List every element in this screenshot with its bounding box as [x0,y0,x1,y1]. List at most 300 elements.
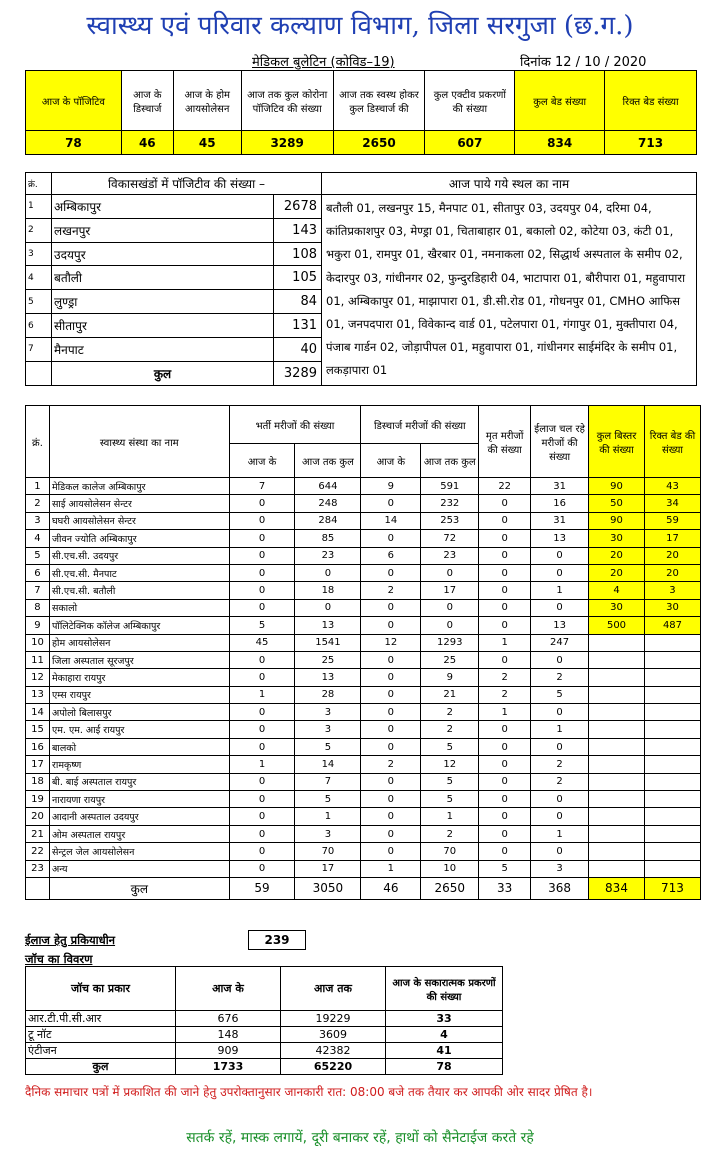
summary-value: 713 [605,131,697,155]
hospital-cell [644,651,700,668]
hosp-total-cell: 368 [531,877,589,899]
hosp-col-index: क्रं. [26,406,50,478]
hospital-cell [589,721,645,738]
hospital-cell: 0 [479,756,531,773]
hospital-name: अपोलो बिलासपुर [49,704,229,721]
hospital-cell: 0 [229,495,295,512]
hospital-cell: 1 [361,860,421,877]
block-name: सीतापुर [52,314,274,338]
hospital-cell: 1 [531,721,589,738]
block-index: 7 [26,337,52,361]
hospital-cell: 0 [229,825,295,842]
hosp-sub-today: आज के [361,444,421,478]
hospital-cell [644,808,700,825]
col-index: क्रं. [26,173,52,195]
hospital-cell: 0 [361,564,421,581]
test-today: 676 [176,1011,281,1027]
hospital-total-row [26,877,701,899]
page-title: स्वास्थ्य एवं परिवार कल्याण विभाग, जिला सरगुजा (छ.ग.) [86,11,634,41]
hospital-cell: 14 [26,704,50,721]
bulletin-label: मेडिकल बुलेटिन (कोविड–19) [252,55,395,70]
hospital-cell: 2 [531,773,589,790]
processing-label: ईलाज हेतु प्रकियाधीन [25,933,116,947]
hosp-total-label: कुल [49,877,229,899]
hospital-cell [589,634,645,651]
hospital-cell: 0 [531,651,589,668]
hospital-cell: 90 [589,478,645,495]
hospital-cell: 16 [26,738,50,755]
hospital-cell: 0 [531,808,589,825]
block-name: लुण्ड्रा [52,290,274,314]
hospital-cell: 1 [26,478,50,495]
hospital-cell [644,721,700,738]
hospital-row [26,564,701,581]
hospital-cell: 6 [26,564,50,581]
hospital-cell: 12 [26,669,50,686]
hospital-name: मेकाहारा रायपुर [49,669,229,686]
block-total-label: कुल [52,361,274,385]
test-positive: 41 [386,1043,503,1059]
hospital-name: एम्स रायपुर [49,686,229,703]
hospital-row [26,808,701,825]
block-name: अम्बिकापुर [52,195,274,219]
hospital-cell: 644 [295,478,361,495]
hosp-total-cell: 59 [229,877,295,899]
test-type: आर.टी.पी.सी.आर [26,1011,176,1027]
tests-header: आज के [176,967,281,1011]
block-value: 108 [274,242,322,266]
hospital-cell: 1 [479,704,531,721]
hospital-cell: 21 [421,686,479,703]
hospital-cell: 0 [421,617,479,634]
hospital-row [26,860,701,877]
hospital-cell: 0 [531,738,589,755]
hospital-row [26,512,701,529]
hospital-cell [644,773,700,790]
test-total: 42382 [281,1043,386,1059]
hospital-cell: 0 [361,599,421,616]
hospital-cell: 1 [229,686,295,703]
block-row [26,195,697,219]
hospital-cell [644,704,700,721]
hospital-cell: 2 [531,669,589,686]
block-name: लखनपुर [52,218,274,242]
hospital-cell: 0 [361,773,421,790]
hospital-cell: 0 [229,669,295,686]
hospital-cell: 13 [531,530,589,547]
hospital-cell: 45 [229,634,295,651]
hospital-cell: 1293 [421,634,479,651]
hospital-cell: 10 [421,860,479,877]
tests-header: आज के सकारात्मक प्रकरणों की संख्या [386,967,503,1011]
hospital-cell: 0 [229,738,295,755]
hospital-cell: 0 [229,773,295,790]
hosp-sub-total: आज तक कुल [421,444,479,478]
hospital-cell [589,773,645,790]
hospital-cell: 0 [229,651,295,668]
hospital-cell: 43 [644,478,700,495]
hospital-row [26,582,701,599]
summary-value: 607 [425,131,515,155]
hospital-cell: 23 [421,547,479,564]
block-index: 2 [26,218,52,242]
hospital-cell: 2 [531,756,589,773]
test-today: 909 [176,1043,281,1059]
hospital-cell [644,669,700,686]
hospital-cell: 4 [26,530,50,547]
hospital-cell: 14 [361,512,421,529]
hospital-name: सी.एच.सी. उदयपुर [49,547,229,564]
col-places: आज पाये गये स्थल का नाम [322,173,697,195]
block-positives-table [25,172,697,386]
hospital-cell: 7 [295,773,361,790]
hospital-cell: 0 [229,843,295,860]
hospital-cell: 5 [26,547,50,564]
hospital-cell: 0 [479,582,531,599]
hospital-cell: 20 [644,564,700,581]
test-total-label: कुल [26,1059,176,1075]
test-today: 148 [176,1027,281,1043]
hospital-row [26,825,701,842]
hospital-name: साई आयसोलेसन सेन्टर [49,495,229,512]
hospital-cell: 17 [644,530,700,547]
hosp-total-cell: 3050 [295,877,361,899]
hospital-cell: 17 [421,582,479,599]
hospital-cell: 2 [361,756,421,773]
block-name: बतौली [52,266,274,290]
hospital-cell: 11 [26,651,50,668]
test-positive: 33 [386,1011,503,1027]
hospital-cell: 0 [361,808,421,825]
hospital-name: पॉलिटेक्निक कॉलेज अम्बिकापुर [49,617,229,634]
hospital-cell [589,843,645,860]
hospital-cell: 5 [531,686,589,703]
summary-value: 3289 [241,131,333,155]
block-header-row [26,173,697,195]
hospital-cell: 591 [421,478,479,495]
hospital-cell: 14 [295,756,361,773]
hospital-cell: 13 [295,669,361,686]
processing-value: 239 [248,930,306,950]
hospital-cell [589,825,645,842]
hospital-cell: 0 [361,704,421,721]
summary-header: आज के पॉजिटिव [26,71,122,131]
hospital-cell: 0 [361,495,421,512]
test-type: एंटीजन [26,1043,176,1059]
hospital-cell: 5 [421,791,479,808]
hospital-cell: 12 [421,756,479,773]
summary-value: 78 [26,131,122,155]
hospital-cell: 18 [26,773,50,790]
hospital-cell [644,860,700,877]
hospital-cell: 6 [361,547,421,564]
hospital-cell: 13 [531,617,589,634]
hospital-row [26,495,701,512]
hospital-cell: 0 [229,860,295,877]
hospital-cell: 5 [421,773,479,790]
test-total-today: 1733 [176,1059,281,1075]
hospital-cell: 0 [361,738,421,755]
hospital-cell: 15 [26,721,50,738]
hospital-cell: 5 [229,617,295,634]
hospital-cell: 85 [295,530,361,547]
hosp-total-cell: 2650 [421,877,479,899]
hospital-cell: 20 [26,808,50,825]
block-total-value: 3289 [274,361,322,385]
hospital-cell: 20 [644,547,700,564]
hospital-cell: 0 [229,599,295,616]
block-name: मैनपाट [52,337,274,361]
hospital-cell: 34 [644,495,700,512]
hospital-cell: 0 [361,686,421,703]
block-index: 3 [26,242,52,266]
hospital-cell: 2 [26,495,50,512]
hospital-cell [644,634,700,651]
block-value: 105 [274,266,322,290]
test-total-all: 65220 [281,1059,386,1075]
hospital-cell: 22 [26,843,50,860]
col-block-name: विकासखंडों में पॉजिटीव की संख्या – [52,173,322,195]
hospital-cell: 7 [229,478,295,495]
hospital-cell: 0 [361,669,421,686]
block-index: 6 [26,314,52,338]
hospital-row [26,530,701,547]
hospital-cell: 0 [229,547,295,564]
block-value: 143 [274,218,322,242]
hospital-cell [644,791,700,808]
hospital-cell: 30 [589,530,645,547]
hospital-cell: 19 [26,791,50,808]
hospital-cell: 0 [229,808,295,825]
hospital-cell: 232 [421,495,479,512]
hospital-row [26,617,701,634]
hospital-name: जीवन ज्योति अम्बिकापुर [49,530,229,547]
block-value: 40 [274,337,322,361]
hosp-col-discharged: डिस्चार्ज मरीजों की संख्या [361,406,479,444]
hospital-cell: 90 [589,512,645,529]
hospital-name: होम आयसोलेसन [49,634,229,651]
hospital-cell: 0 [361,651,421,668]
hospital-cell: 21 [26,825,50,842]
hospital-name: बालको [49,738,229,755]
hospital-cell: 28 [295,686,361,703]
date-label: दिनांक 12 / 10 / 2020 [520,55,647,70]
hospital-cell: 500 [589,617,645,634]
hospital-cell: 22 [479,478,531,495]
hospital-cell: 0 [531,547,589,564]
hospital-cell: 1541 [295,634,361,651]
hospital-cell [644,738,700,755]
summary-header: आज तक कुल कोरोना पॉजिटिव की संख्या [241,71,333,131]
tests-row [26,1027,503,1043]
hospital-cell: 0 [229,530,295,547]
summary-value: 2650 [333,131,425,155]
hospital-cell: 10 [26,634,50,651]
hospital-cell: 23 [26,860,50,877]
places-list: बतौली 01, लखनपुर 15, मैनपाट 01, सीतापुर 03, उदयपुर 04, दरिमा 04, कांतिप्रकाशपुर 03, मेण्ड्रा 01, चिताबाहार 01, बकालो 02, कोटेया 03, कंटी 01, भकुरा 01, रामपुर 01, खैरबार 01, नमनाकला 02, सिद्धार्थ अस्पताल के समीप 02, केदारपुर 03, गांधीनगर 02, फुन्दुरडिहारी 04, भाटापारा 01, बौरीपारा 01, महुवापारा 01, अम्बिकापुर 01, माझापारा 01, डी.सी.रोड 01, गोधनपुर 01, CMHO आफिस 01, जनपदपारा 01, विवेकान्द वार्ड 01, पटेलपारा 01, गंगापुर 01, मुक्तीपारा 04, पंजाब गार्डन 02, जोड़ापीपल 01, महुवापारा 01, गांधीनगर साईमंदिर के समीप 01, लकड़ापारा 01 [322,195,697,386]
hosp-sub-total: आज तक कुल [295,444,361,478]
hospital-cell: 0 [361,791,421,808]
hospital-cell: 0 [479,617,531,634]
hospital-name: मेडिकल कालेज अम्बिकापुर [49,478,229,495]
hospital-cell: 1 [421,808,479,825]
hospital-cell: 0 [295,564,361,581]
hospital-name: अन्य [49,860,229,877]
summary-value: 834 [515,131,605,155]
hospital-cell: 0 [479,512,531,529]
tests-total-row [26,1059,503,1075]
summary-header: आज तक स्वस्थ होकर कुल डिस्चार्ज की [333,71,425,131]
hospital-cell [644,686,700,703]
hosp-col-dead: मृत मरीजों की संख्या [479,406,531,478]
summary-header: आज के होम आयसोलेसन [173,71,241,131]
hosp-sub-today: आज के [229,444,295,478]
hospital-cell: 31 [531,512,589,529]
hospital-cell: 0 [229,564,295,581]
hospital-cell: 248 [295,495,361,512]
block-index: 5 [26,290,52,314]
hospital-cell: 5 [421,738,479,755]
hospital-cell: 70 [421,843,479,860]
hospital-cell: 18 [295,582,361,599]
hospital-cell: 247 [531,634,589,651]
hospital-row [26,669,701,686]
hospital-cell: 0 [531,599,589,616]
block-total-blank [26,361,52,385]
hospital-cell [589,860,645,877]
hospital-cell: 12 [361,634,421,651]
hospital-cell: 9 [26,617,50,634]
hospital-cell: 0 [479,721,531,738]
hospital-cell: 5 [295,791,361,808]
hospital-row [26,478,701,495]
hospital-row [26,634,701,651]
summary-header: रिक्त बेड संख्या [605,71,697,131]
hospital-cell: 20 [589,564,645,581]
hospital-cell: 30 [589,599,645,616]
tests-row [26,1043,503,1059]
hospital-cell: 1 [531,582,589,599]
hospital-cell: 0 [421,564,479,581]
hospital-cell: 284 [295,512,361,529]
summary-value: 46 [121,131,173,155]
hospital-cell: 1 [479,634,531,651]
hospital-cell: 9 [361,478,421,495]
hospital-cell: 1 [229,756,295,773]
hospital-cell: 13 [26,686,50,703]
hospital-cell: 0 [361,721,421,738]
block-name: उदयपुर [52,242,274,266]
hospital-cell: 25 [421,651,479,668]
hospital-cell: 0 [479,547,531,564]
hospital-row [26,756,701,773]
hosp-col-treatment: ईलाज चल रहे मरीजों की संख्या [531,406,589,478]
hospital-cell: 3 [26,512,50,529]
hospital-cell: 487 [644,617,700,634]
hospital-cell: 0 [531,843,589,860]
hospital-cell: 0 [479,599,531,616]
hospital-cell: 0 [229,582,295,599]
hospital-cell: 16 [531,495,589,512]
hospital-cell [644,756,700,773]
hospital-cell: 0 [361,617,421,634]
hosp-col-total-beds: कुल बिस्तर की संख्या [589,406,645,478]
hospital-cell: 0 [421,599,479,616]
block-index: 4 [26,266,52,290]
test-total: 19229 [281,1011,386,1027]
hospital-row [26,704,701,721]
block-index: 1 [26,195,52,219]
hospital-cell: 23 [295,547,361,564]
tests-table [25,966,503,1075]
hospital-cell: 0 [295,599,361,616]
hospital-cell [644,825,700,842]
hospital-name: बी. बाई अस्पताल रायपुर [49,773,229,790]
hospital-cell: 0 [531,704,589,721]
tests-header: जॉच का प्रकार [26,967,176,1011]
hospital-header-row [26,406,701,444]
block-value: 131 [274,314,322,338]
hosp-col-name: स्वास्थ्य संस्था का नाम [49,406,229,478]
hospital-cell: 0 [479,773,531,790]
note-text: दैनिक समाचार पत्रों में प्रकाशित की जाने हेतु उपरोक्तानुसार जानकारी रात: 08:00 बजे तक तैयार कर आपकी ओर सादर प्रेषित है। [25,1085,593,1099]
hospital-cell: 7 [26,582,50,599]
hosp-total-blank [26,877,50,899]
hospital-row [26,721,701,738]
hospital-cell: 2 [421,704,479,721]
hospital-cell [589,704,645,721]
hospital-cell: 0 [479,791,531,808]
hospital-cell: 0 [361,843,421,860]
hospital-cell [589,808,645,825]
hospital-cell: 9 [421,669,479,686]
hospital-cell: 0 [229,512,295,529]
hospital-cell: 0 [361,825,421,842]
hospital-cell [589,791,645,808]
hospital-cell [589,738,645,755]
hospital-name: जिला अस्पताल सूरजपुर [49,651,229,668]
summary-value: 45 [173,131,241,155]
tests-header: आज तक [281,967,386,1011]
hospital-name: ओम अस्पताल रायपुर [49,825,229,842]
hospital-row [26,843,701,860]
hospital-row [26,651,701,668]
summary-value-row [26,131,697,155]
hospital-cell: 5 [295,738,361,755]
hospital-cell: 70 [295,843,361,860]
hospital-cell: 50 [589,495,645,512]
hospital-cell [589,669,645,686]
hospital-row [26,547,701,564]
hospital-name: एम. एम. आई रायपुर [49,721,229,738]
hospital-name: नारायणा रायपुर [49,791,229,808]
hospital-name: सी.एच.सी. मैनपाट [49,564,229,581]
hospital-cell: 0 [479,564,531,581]
hospital-cell: 0 [479,825,531,842]
hospital-cell: 2 [361,582,421,599]
hospital-cell: 4 [589,582,645,599]
hospital-cell: 2 [479,669,531,686]
hospital-cell: 0 [479,808,531,825]
summary-table [25,70,697,155]
hosp-total-cell: 46 [361,877,421,899]
hospital-cell: 25 [295,651,361,668]
hospital-cell: 0 [229,721,295,738]
hospital-cell: 1 [295,808,361,825]
hospital-cell: 13 [295,617,361,634]
footer-slogan: सतर्क रहें, मास्क लगायें, दूरी बनाकर रहें, हाथों को सैनेटाईज करते रहे [186,1130,534,1146]
hosp-total-cell: 834 [589,877,645,899]
